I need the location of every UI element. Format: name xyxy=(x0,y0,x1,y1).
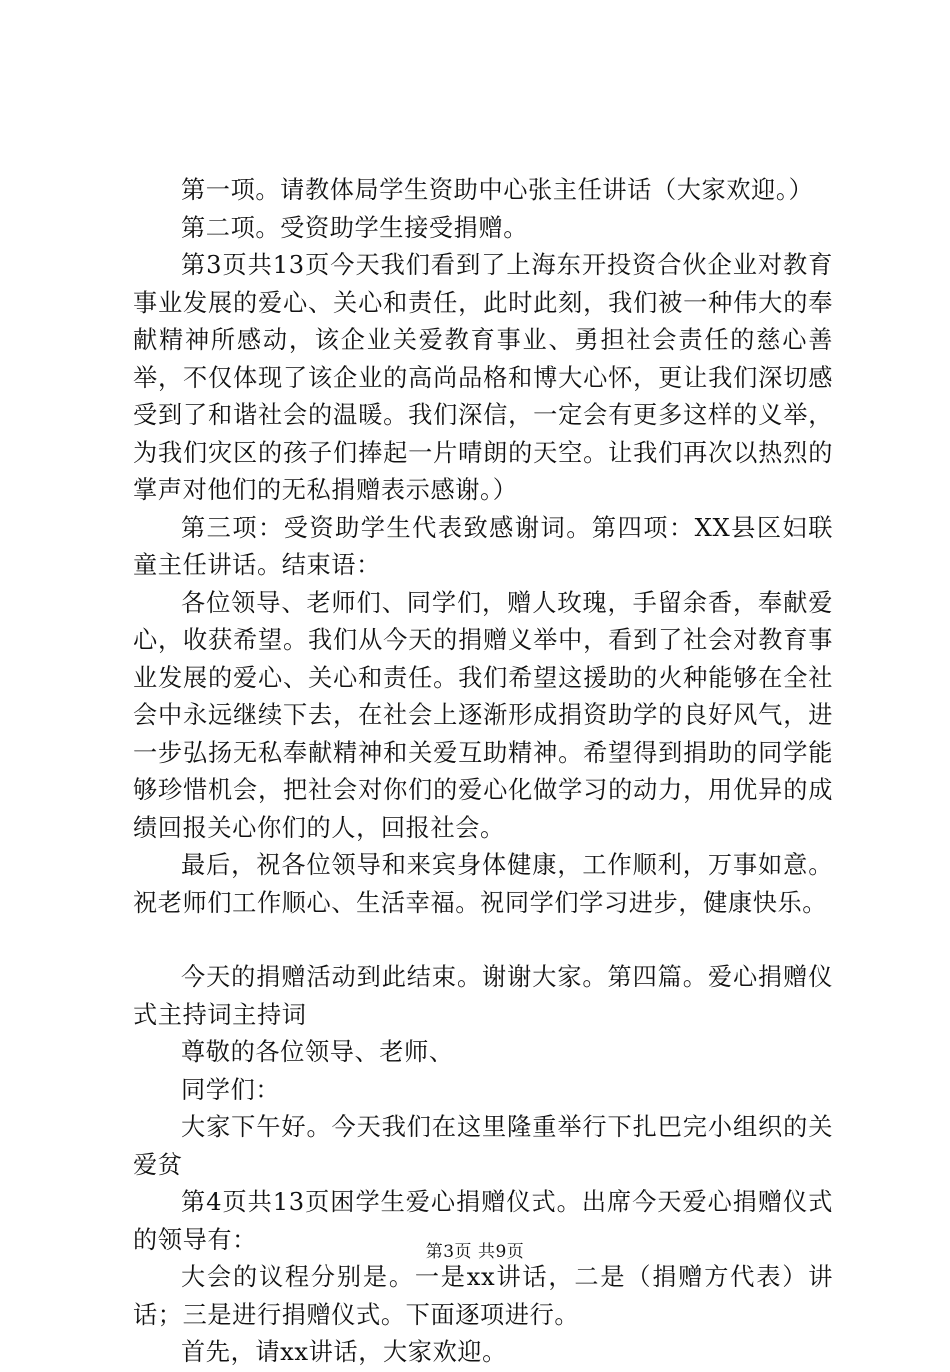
paragraph-greeting-students: 同学们： xyxy=(181,1075,281,1104)
paragraph-closing-remarks: 各位领导、老师们、同学们，赠人玫瑰，手留余香，奉献爱心，收获希望。我们从今天的捐赠义举中，看到了社会对教育事业发展的爱心、关心和责任。我们希望这援助的火种能够在全社会中永远继续下去，在社会上逐渐形成捐资助学的良好风气，进一步弘扬无私奉献精神和关爱互助精神。希望得到捐助的同学能够珍惜机会，把社会对你们的爱心化做学习的动力，用优异的成绩回报关心你们的人，回报社会。 xyxy=(133,588,833,842)
paragraph-greeting-leaders: 尊敬的各位领导、老师、 xyxy=(181,1038,454,1066)
paragraph-item-2: 第二项。受资助学生接受捐赠。 xyxy=(181,213,529,242)
paragraph-item-3-4: 第三项：受资助学生代表致感谢词。第四项：XX县区妇联童主任讲话。结束语： xyxy=(133,513,833,579)
paragraph-donation-thanks: 第3页共13页今天我们看到了上海东开投资合伙企业对教育事业发展的爱心、关心和责任，此时此刻，我们被一种伟大的奉献精神所感动，该企业关爱教育事业、勇担社会责任的慈心善举，不仅体现了该企业的高尚品格和博大心怀，更让我们深切感受到了和谐社会的温暖。我们深信，一定会有更多这样的义举，为我们灾区的孩子们捧起一片晴朗的天空。让我们再次以热烈的掌声对他们的无私捐赠表示感谢。） xyxy=(133,251,833,504)
paragraph-attendees: 第4页共13页困学生爱心捐赠仪式。出席今天爱心捐赠仪式的领导有： xyxy=(133,1188,833,1254)
paragraph-event-end: 今天的捐赠活动到此结束。谢谢大家。第四篇。爱心捐赠仪式主持词主持词 xyxy=(133,963,833,1029)
paragraph-agenda: 大会的议程分别是。一是xx讲话，二是（捐赠方代表）讲话；三是进行捐赠仪式。下面逐项进行。 xyxy=(133,1263,833,1329)
page-footer: 第3页 共9页 xyxy=(425,1242,525,1262)
document-body xyxy=(133,172,833,1372)
paragraph-opening: 大家下午好。今天我们在这里隆重举行下扎巴完小组织的关爱贫 xyxy=(133,1113,833,1179)
paragraph-best-wishes: 最后，祝各位领导和来宾身体健康，工作顺利，万事如意。祝老师们工作顺心、生活幸福。祝同学们学习进步，健康快乐。 xyxy=(133,851,833,917)
paragraph-first-speech: 首先，请xx讲话，大家欢迎。 xyxy=(181,1338,507,1366)
paragraph-item-1: 第一项。请教体局学生资助中心张主任讲话（大家欢迎。） xyxy=(181,176,814,204)
